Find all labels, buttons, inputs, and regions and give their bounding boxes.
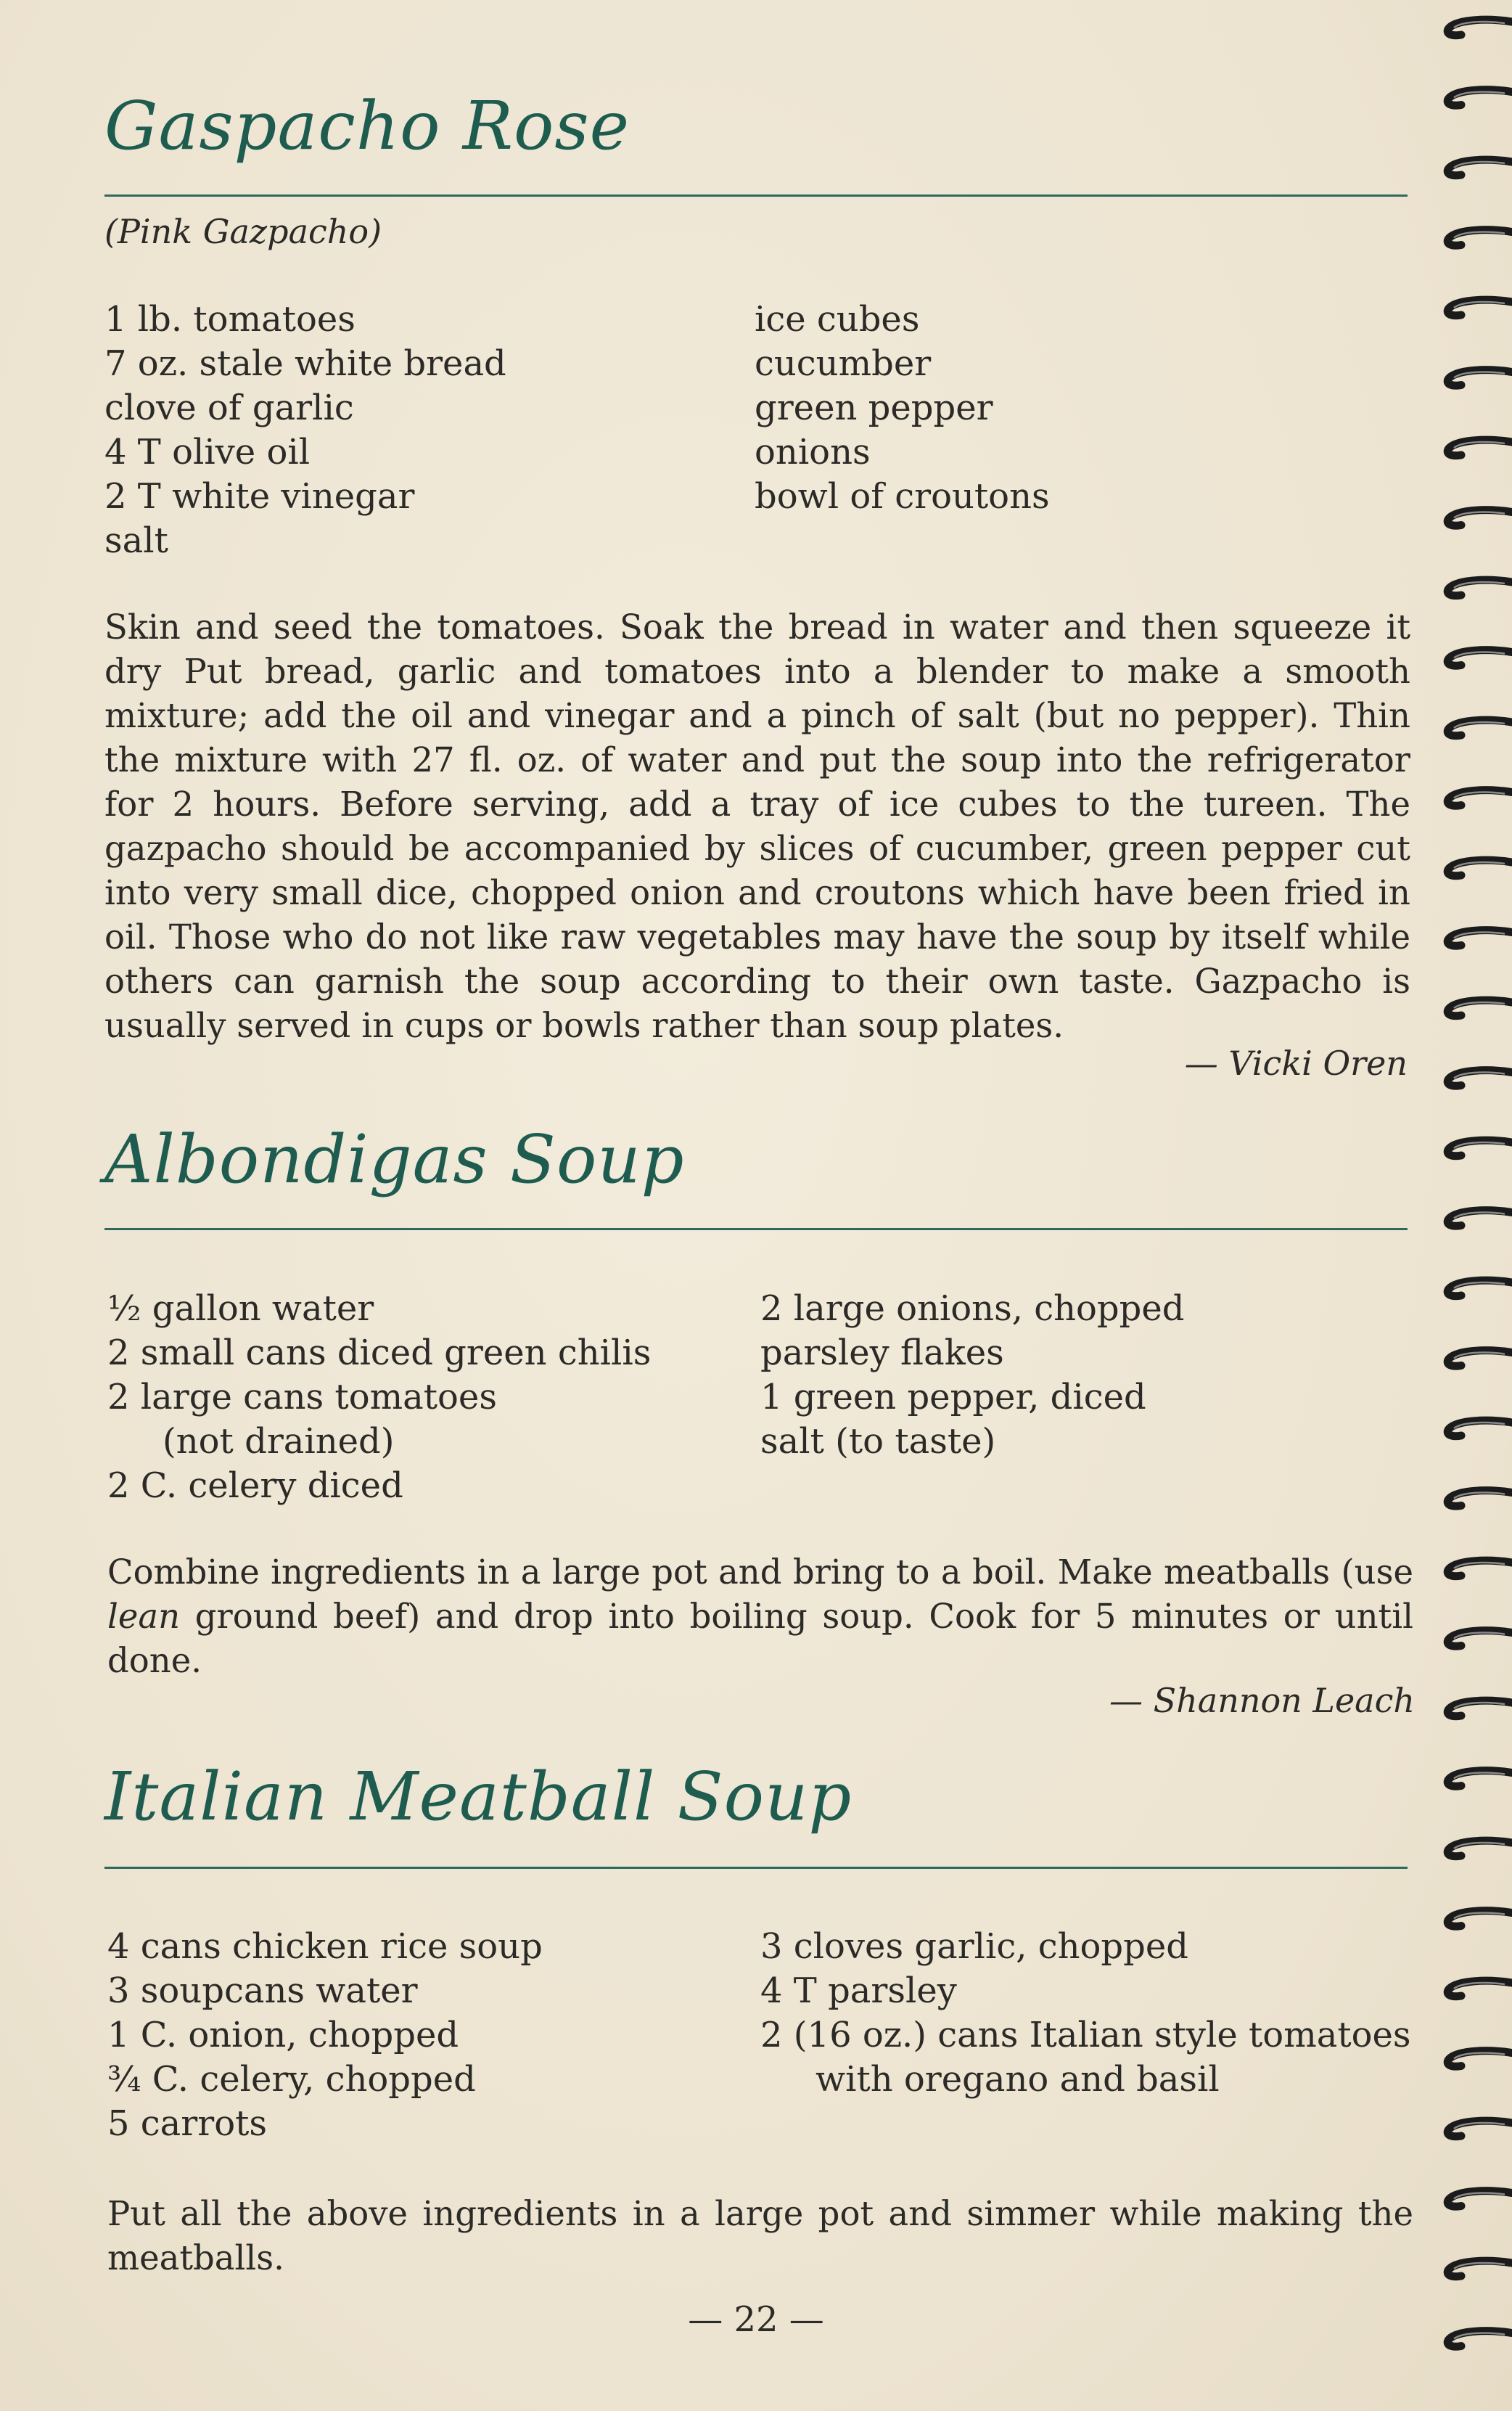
spiral-coil xyxy=(1447,2121,1512,2136)
directions-text: Combine ingredients in a large pot and bring to a boil. Make meatballs (use xyxy=(107,1552,1413,1592)
directions-emphasis: lean xyxy=(107,1597,181,1636)
title-rule xyxy=(104,195,1408,197)
ingredient-list-left xyxy=(104,298,506,563)
spiral-coil xyxy=(1447,510,1512,525)
recipe-directions: Skin and seed the tomatoes. Soak the bread in water and then squeeze it dry Put bread, garlic and tomatoes into a blender to make a smooth mixture; add the oil and vinegar and a pinch of salt (but no pepper). Thin the mixture with 27 fl. oz. of water and put the soup into the refrigerator for 2 hours. Before serving, add a tray of ice cubes to the tureen. The gazpacho should be accompanied by slices of cucumber, green pepper cut into very small dice, chopped onion and croutons which have been fried in oil. Those who do not like raw vegetables may have the soup by itself while others can garnish the soup according to their own taste. Gazpacho is usually served in cups or bowls rather than soup plates. xyxy=(104,607,1410,1045)
ingredient: 4 T parsley xyxy=(760,1970,957,2011)
ingredient: 2 large onions, chopped xyxy=(760,1288,1185,1329)
recipe-directions: Put all the above ingredients in a large pot and simmer while making the meatballs. xyxy=(107,2194,1413,2277)
ingredient-list-right xyxy=(760,1925,1411,2102)
ingredient: 3 cloves garlic, chopped xyxy=(760,1926,1189,1967)
spiral-coil xyxy=(1447,1771,1512,1786)
spiral-binding xyxy=(1432,0,1512,2411)
ingredient: 7 oz. stale white bread xyxy=(104,343,506,384)
spiral-coil xyxy=(1447,160,1512,175)
recipe-directions xyxy=(107,1550,1413,1683)
spiral-coil xyxy=(1447,1981,1512,1996)
ingredient: ½ gallon water xyxy=(107,1288,374,1329)
spiral-coil xyxy=(1447,860,1512,875)
spiral-coil xyxy=(1447,1631,1512,1646)
spiral-coil xyxy=(1447,580,1512,595)
ingredient: bowl of croutons xyxy=(755,476,1050,517)
spiral-coil xyxy=(1447,20,1512,35)
spiral-coil xyxy=(1447,1071,1512,1086)
spiral-coil xyxy=(1447,440,1512,455)
ingredient: 4 T olive oil xyxy=(104,432,311,472)
ingredient: salt (to taste) xyxy=(760,1421,996,1462)
ingredient: 5 carrots xyxy=(107,2103,268,2144)
spiral-coil xyxy=(1447,1491,1512,1506)
ingredient: 2 (16 oz.) cans Italian style tomatoes xyxy=(760,2015,1411,2055)
ingredient: 2 C. celery diced xyxy=(107,1465,403,1506)
ingredient: with oregano and basil xyxy=(815,2059,1220,2100)
recipe-title-italian-meatball-soup: Italian Meatball Soup xyxy=(104,1758,852,1835)
recipe-title-gaspacho-rose: Gaspacho Rose xyxy=(104,87,630,165)
spiral-coil xyxy=(1447,90,1512,105)
spiral-coil xyxy=(1447,300,1512,315)
spiral-coil xyxy=(1447,720,1512,735)
spiral-coil xyxy=(1447,1560,1512,1576)
ingredient: cucumber xyxy=(755,343,932,384)
ingredient-list-right xyxy=(755,298,1050,519)
recipe-title-albondigas-soup: Albondigas Soup xyxy=(104,1121,685,1198)
spiral-coil xyxy=(1447,2191,1512,2206)
spiral-coil xyxy=(1447,1700,1512,1716)
recipe-credit: — Vicki Oren xyxy=(1184,1044,1408,1083)
spiral-coil xyxy=(1447,230,1512,245)
ingredient: green pepper xyxy=(755,388,993,428)
spiral-coil xyxy=(1447,930,1512,946)
ingredient: 2 small cans diced green chilis xyxy=(107,1333,652,1373)
spiral-coil xyxy=(1447,1351,1512,1366)
spiral-coil xyxy=(1447,370,1512,385)
ingredient: 1 lb. tomatoes xyxy=(104,299,356,340)
title-rule xyxy=(104,1867,1408,1869)
ingredient: 2 large cans tomatoes xyxy=(107,1377,497,1417)
ingredient: 3 soupcans water xyxy=(107,1970,418,2011)
spiral-coil xyxy=(1447,1911,1512,1926)
title-rule xyxy=(104,1228,1408,1230)
ingredient: parsley flakes xyxy=(760,1333,1004,1373)
ingredient: clove of garlic xyxy=(104,388,354,428)
spiral-coil xyxy=(1447,2051,1512,2066)
recipe-credit: — Shannon Leach xyxy=(1109,1681,1415,1720)
ingredient: (not drained) xyxy=(163,1421,395,1462)
ingredient-list-left xyxy=(107,1925,543,2146)
spiral-coil xyxy=(1447,1211,1512,1226)
ingredient: 4 cans chicken rice soup xyxy=(107,1926,543,1967)
ingredient: 1 C. onion, chopped xyxy=(107,2015,459,2055)
ingredient: 1 green pepper, diced xyxy=(760,1377,1146,1417)
ingredient: ice cubes xyxy=(755,299,920,340)
page-number: — 22 — xyxy=(688,2299,824,2340)
spiral-coil xyxy=(1447,1000,1512,1015)
ingredient: ¾ C. celery, chopped xyxy=(107,2059,476,2100)
spiral-coil xyxy=(1447,1841,1512,1856)
ingredient-list-left xyxy=(107,1287,651,1508)
ingredient: 2 T white vinegar xyxy=(104,476,415,517)
spiral-coil xyxy=(1447,1420,1512,1436)
ingredient: salt xyxy=(104,520,168,561)
recipe-subtitle: (Pink Gazpacho) xyxy=(104,212,382,251)
spiral-coil xyxy=(1447,1140,1512,1155)
spiral-coil xyxy=(1447,2261,1512,2276)
spiral-coil xyxy=(1447,1280,1512,1295)
spiral-coil xyxy=(1447,2331,1512,2346)
spiral-coil xyxy=(1447,650,1512,666)
ingredient-list-right xyxy=(760,1287,1185,1464)
directions-text: ground beef) and drop into boiling soup. Cook for 5 minutes or until done. xyxy=(107,1597,1413,1680)
spiral-coil xyxy=(1447,790,1512,806)
ingredient: onions xyxy=(755,432,871,472)
